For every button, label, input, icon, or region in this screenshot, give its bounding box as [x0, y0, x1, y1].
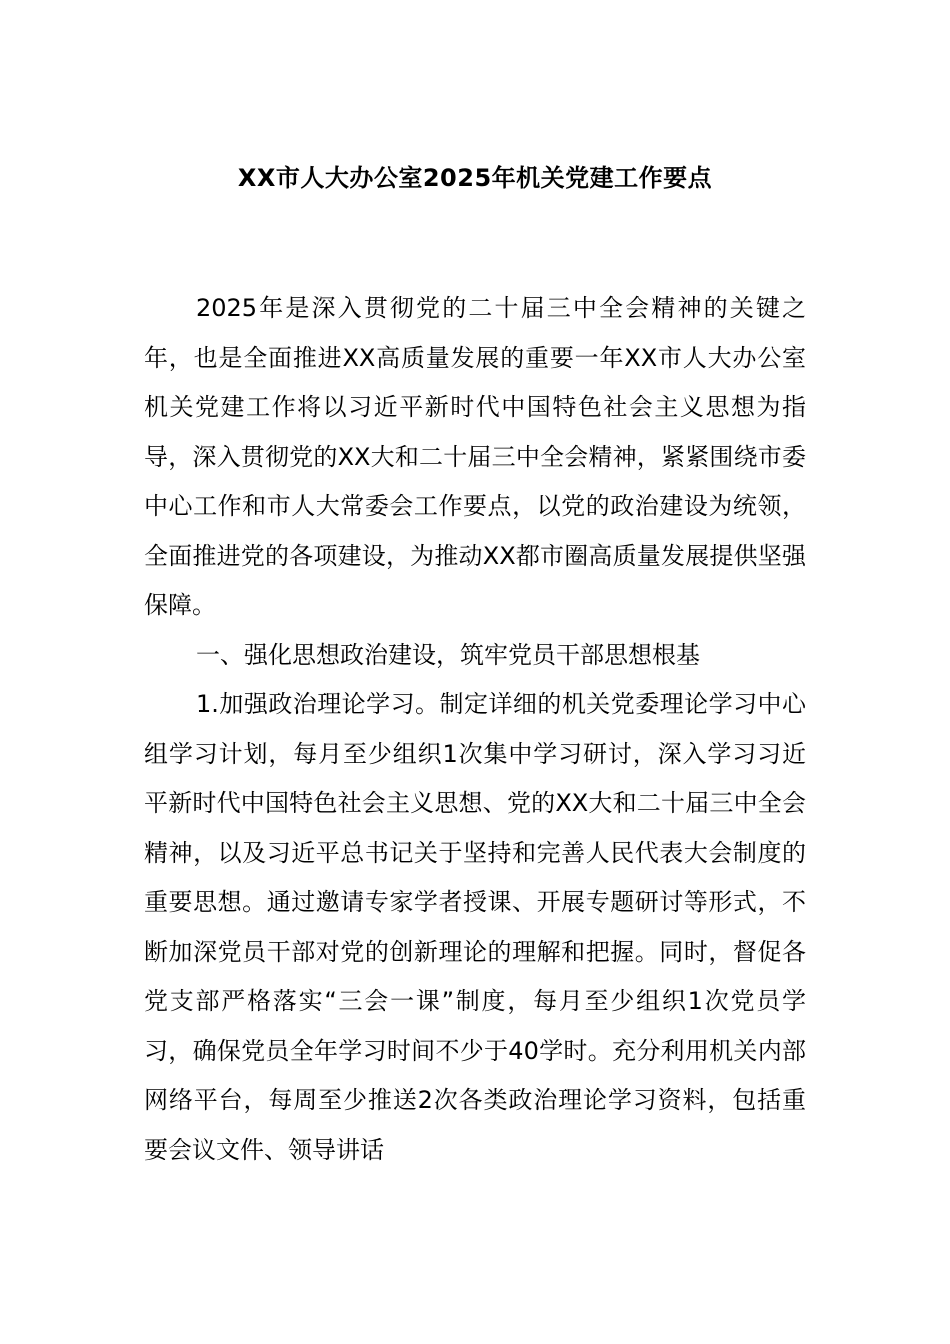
document-title: XX市人大办公室2025年机关党建工作要点	[237, 164, 713, 192]
section-heading-1: 一、强化思想政治建设，筑牢党员干部思想根基	[196, 640, 700, 669]
intro-paragraph: 2025年是深入贯彻党的二十届三中全会精神的关键之年，也是全面推进XX高质量发展的重要一年XX市人大办公室机关党建工作将以习近平新时代中国特色社会主义思想为指导，深入贯彻党的XX大和二十届三中全会精神，紧紧围绕市委中心工作和市人大常委会工作要点，以党的政治建设为统领，全面推进党的各项建设，为推动XX都市圈高质量发展提供坚强保障。	[144, 294, 806, 619]
item-paragraph-1: 1.加强政治理论学习。制定详细的机关党委理论学习中心组学习计划，每月至少组织1次集中学习研讨，深入学习习近平新时代中国特色社会主义思想、党的XX大和二十届三中全会精神，以及习近平总书记关于坚持和完善人民代表大会制度的重要思想。通过邀请专家学者授课、开展专题研讨等形式，不断加深党员干部对党的创新理论的理解和把握。同时，督促各党支部严格落实“三会一课”制度，每月至少组织1次党员学习，确保党员全年学习时间不少于40学时。充分利用机关内部网络平台，每周至少推送2次各类政治理论学习资料，包括重要会议文件、领导讲话	[144, 690, 806, 1164]
document-body	[144, 284, 806, 1175]
